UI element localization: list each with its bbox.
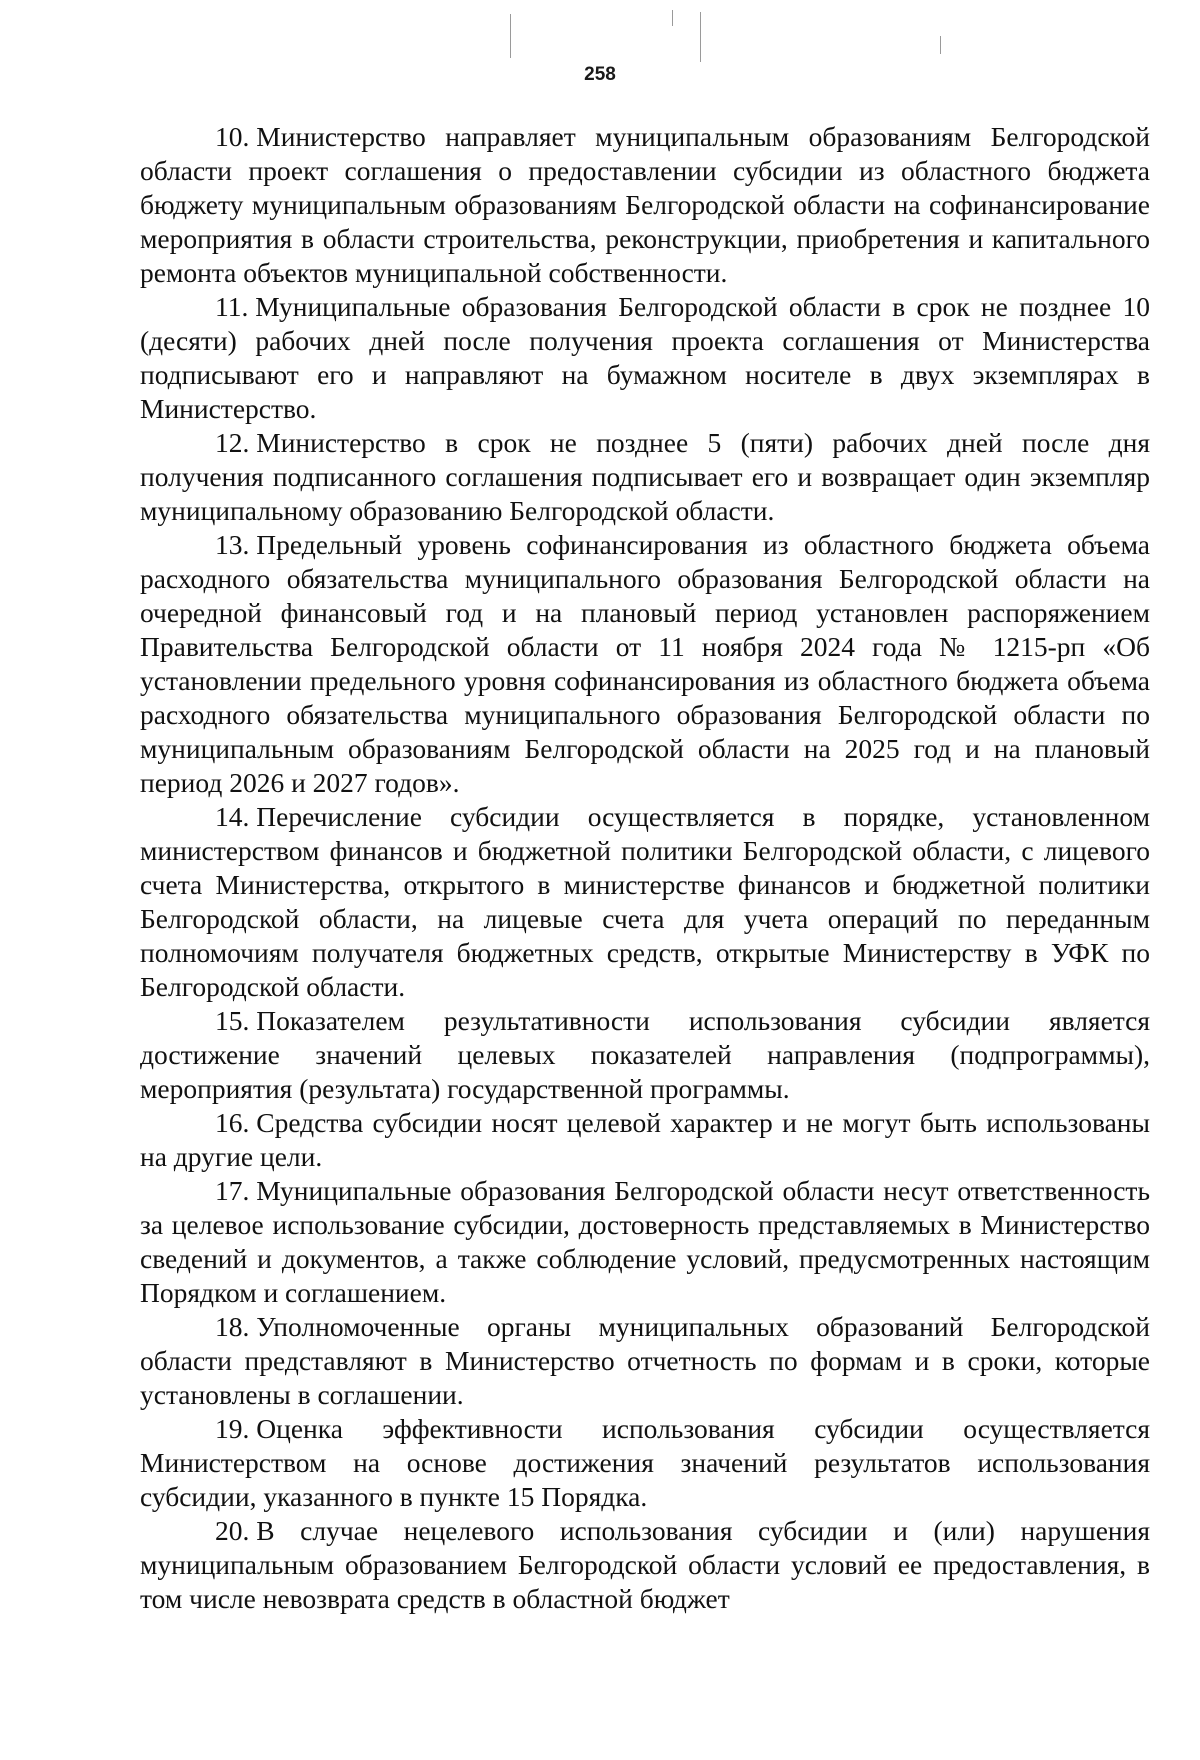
paragraph-14 xyxy=(140,800,1150,1004)
paragraph-text: Перечисление субсидии осуществляется в порядке, установленном министерством финансов и бюджетной политики Белгородской области, с лицевого счета Министерства, открытого в министерстве финансов и бюджетной политики Белгородской области, на лицевые счета для учета операций по переданным полномочиям получателя бюджетных средств, открытые Министерству в УФК по Белгородской области. xyxy=(140,801,1150,1002)
paragraph-number: 12. xyxy=(215,427,250,458)
paragraph-number: 15. xyxy=(215,1005,250,1036)
paragraph-text: Предельный уровень софинансирования из областного бюджета объема расходного обязательства муниципального образования Белгородской области на очередной финансовый год и на плановый период установлен распоряжением Правительства Белгородской области от 11 ноября 2024 года № 1215-рп «Об установлении предельного уровня софинансирования из областного бюджета объема расходного обязательства муниципального образования Белгородской области по муниципальным образованиям Белгородской области на 2025 год и на плановый период 2026 и 2027 годов». xyxy=(140,529,1150,798)
scan-artifact xyxy=(672,10,673,26)
paragraph-text: В случае нецелевого использования субсидии и (или) нарушения муниципальным образованием Белгородской области условий ее предоставления, в том числе невозврата средств в областной бюджет xyxy=(140,1515,1150,1614)
paragraph-17 xyxy=(140,1174,1150,1310)
paragraph-text: Муниципальные образования Белгородской области в срок не позднее 10 (десяти) рабочих дней после получения проекта соглашения от Министерства подписывают его и направляют на бумажном носителе в двух экземплярах в Министерство. xyxy=(140,291,1150,424)
paragraph-12 xyxy=(140,426,1150,528)
paragraph-number: 10. xyxy=(215,121,250,152)
paragraph-text: Показателем результативности использования субсидии является достижение значений целевых показателей направления (подпрограммы), мероприятия (результата) государственной программы. xyxy=(140,1005,1150,1104)
paragraph-number: 19. xyxy=(215,1413,250,1444)
paragraph-13 xyxy=(140,528,1150,800)
paragraph-15 xyxy=(140,1004,1150,1106)
scan-artifact xyxy=(510,14,511,58)
paragraph-text: Средства субсидии носят целевой характер и не могут быть использованы на другие цели. xyxy=(140,1107,1150,1172)
document-body xyxy=(140,120,1150,1616)
paragraph-20 xyxy=(140,1514,1150,1616)
page-number: 258 xyxy=(584,64,616,85)
paragraph-10 xyxy=(140,120,1150,290)
scan-artifact xyxy=(700,12,701,62)
paragraph-18 xyxy=(140,1310,1150,1412)
paragraph-text: Министерство направляет муниципальным образованиям Белгородской области проект соглашения о предоставлении субсидии из областного бюджета бюджету муниципальным образованиям Белгородской области на софинансирование мероприятия в области строительства, реконструкции, приобретения и капитального ремонта объектов муниципальной собственности. xyxy=(140,121,1150,288)
paragraph-number: 13. xyxy=(215,529,250,560)
paragraph-text: Муниципальные образования Белгородской области несут ответственность за целевое использование субсидии, достоверность представляемых в Министерство сведений и документов, а также соблюдение условий, предусмотренных настоящим Порядком и соглашением. xyxy=(140,1175,1150,1308)
paragraph-text: Уполномоченные органы муниципальных образований Белгородской области представляют в Министерство отчетность по формам и в сроки, которые установлены в соглашении. xyxy=(140,1311,1150,1410)
paragraph-16 xyxy=(140,1106,1150,1174)
paragraph-text: Оценка эффективности использования субсидии осуществляется Министерством на основе достижения значений результатов использования субсидии, указанного в пункте 15 Порядка. xyxy=(140,1413,1150,1512)
paragraph-19 xyxy=(140,1412,1150,1514)
paragraph-number: 18. xyxy=(215,1311,250,1342)
paragraph-number: 14. xyxy=(215,801,250,832)
paragraph-number: 20. xyxy=(215,1515,250,1546)
paragraph-11 xyxy=(140,290,1150,426)
scan-artifact xyxy=(940,36,941,54)
paragraph-number: 16. xyxy=(215,1107,250,1138)
paragraph-number: 17. xyxy=(215,1175,250,1206)
paragraph-text: Министерство в срок не позднее 5 (пяти) рабочих дней после дня получения подписанного соглашения подписывает его и возвращает один экземпляр муниципальному образованию Белгородской области. xyxy=(140,427,1150,526)
paragraph-number: 11. xyxy=(215,291,249,322)
